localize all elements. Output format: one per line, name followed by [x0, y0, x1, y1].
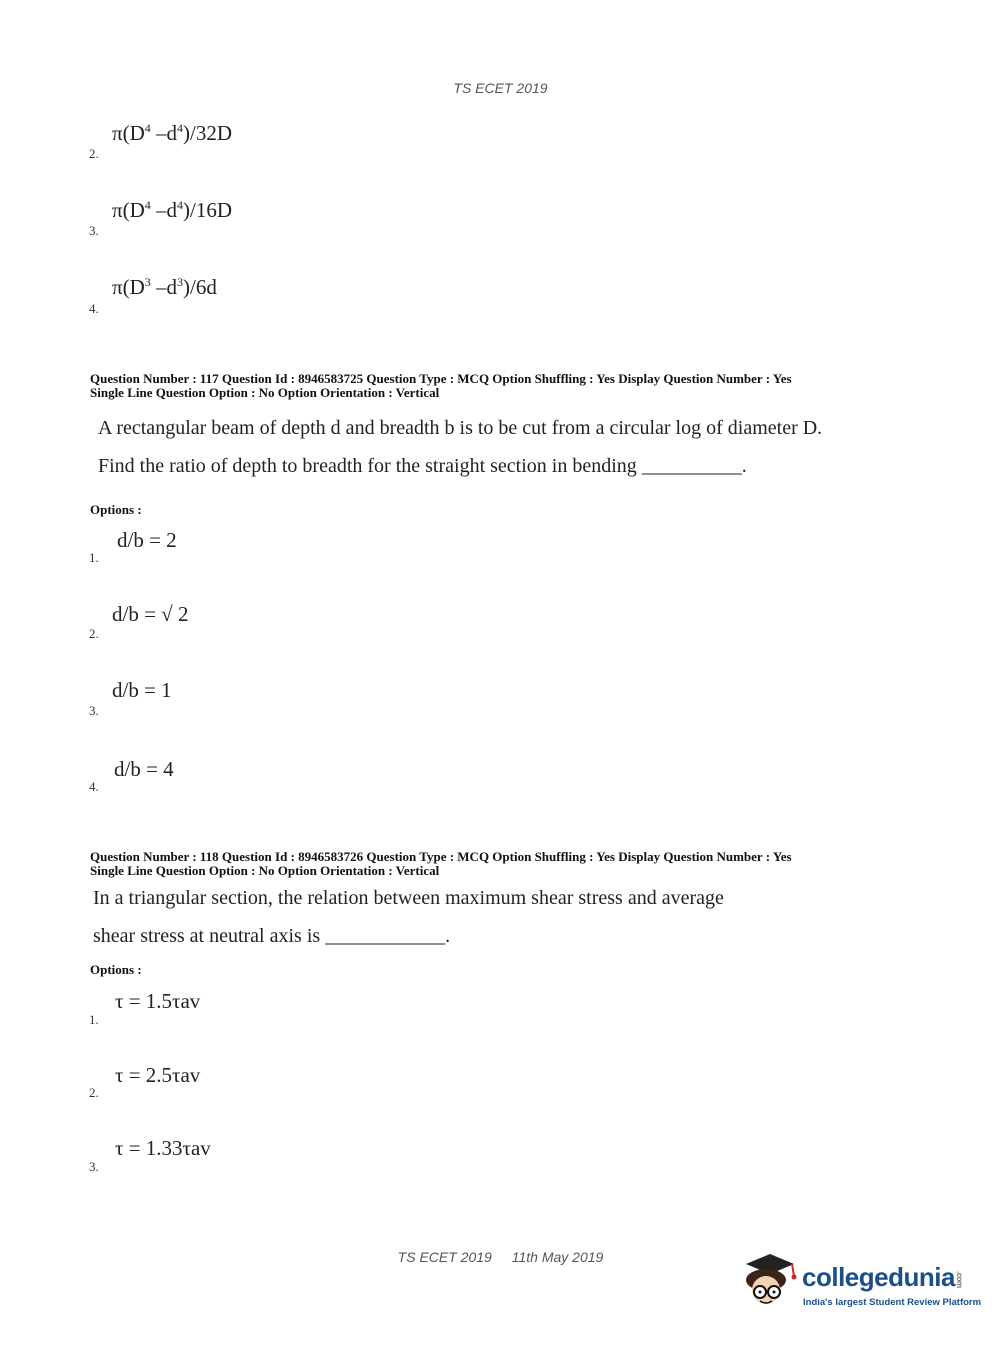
footer-exam: TS ECET 2019	[397, 1249, 492, 1265]
option-text: τ = 2.5τav	[115, 1063, 201, 1087]
option-number: 2.	[89, 146, 99, 161]
option-number: 4.	[89, 779, 99, 794]
option-text: d/b = 1	[112, 678, 172, 702]
page-header: TS ECET 2019	[453, 80, 548, 96]
option-number: 2.	[89, 1085, 99, 1100]
option-number: 2.	[89, 626, 99, 641]
option-formula: $\pi(D^4$ $-d^4)/16D$	[112, 198, 233, 222]
question-meta: Question Number : 117 Question Id : 8946583725 Question Type : MCQ Option Shuffling : Yes Display Question Number : Yes Single Line Question Option : No Option Orientation : Vertical	[90, 371, 792, 400]
option-text: d/b = 4	[114, 757, 174, 781]
option-formula: $\pi(D^3$ $-d^3)/6d$	[112, 275, 217, 299]
question-text: A rectangular beam of depth d and breadth b is to be cut from a circular log of diameter D. Find the ratio of depth to breadth for the straight section in bending __________.	[98, 417, 823, 477]
option-number: 4.	[89, 301, 99, 316]
option-text: d/b = √ 2	[112, 602, 189, 626]
option-number: 3.	[89, 223, 99, 238]
option-number: 1.	[89, 1012, 99, 1027]
question-meta: Question Number : 118 Question Id : 8946583726 Question Type : MCQ Option Shuffling : Yes Display Question Number : Yes Single Line Question Option : No Option Orientation : Vertical	[90, 849, 792, 878]
option-number: 3.	[89, 703, 99, 718]
question-text: In a triangular section, the relation between maximum shear stress and average shear stress at neutral axis is ____________.	[93, 887, 724, 947]
option-text: τ = 1.33τav	[115, 1136, 211, 1160]
option-text: τ = 1.5τav	[115, 989, 201, 1013]
option-text: d/b = 2	[117, 528, 177, 552]
option-number: 1.	[89, 550, 99, 565]
options-label: Options :	[90, 502, 142, 517]
option-formula: $\pi(D^4$ $-d^4)/32D$	[112, 121, 233, 145]
options-label: Options :	[90, 962, 142, 977]
mascot-icon	[742, 1250, 798, 1310]
option-number: 3.	[89, 1159, 99, 1174]
footer-date: 11th May 2019	[511, 1249, 604, 1265]
logo-wordmark[interactable]: collegedunia.com	[802, 1262, 964, 1292]
logo-tagline: India's largest Student Review Platform	[803, 1297, 982, 1308]
